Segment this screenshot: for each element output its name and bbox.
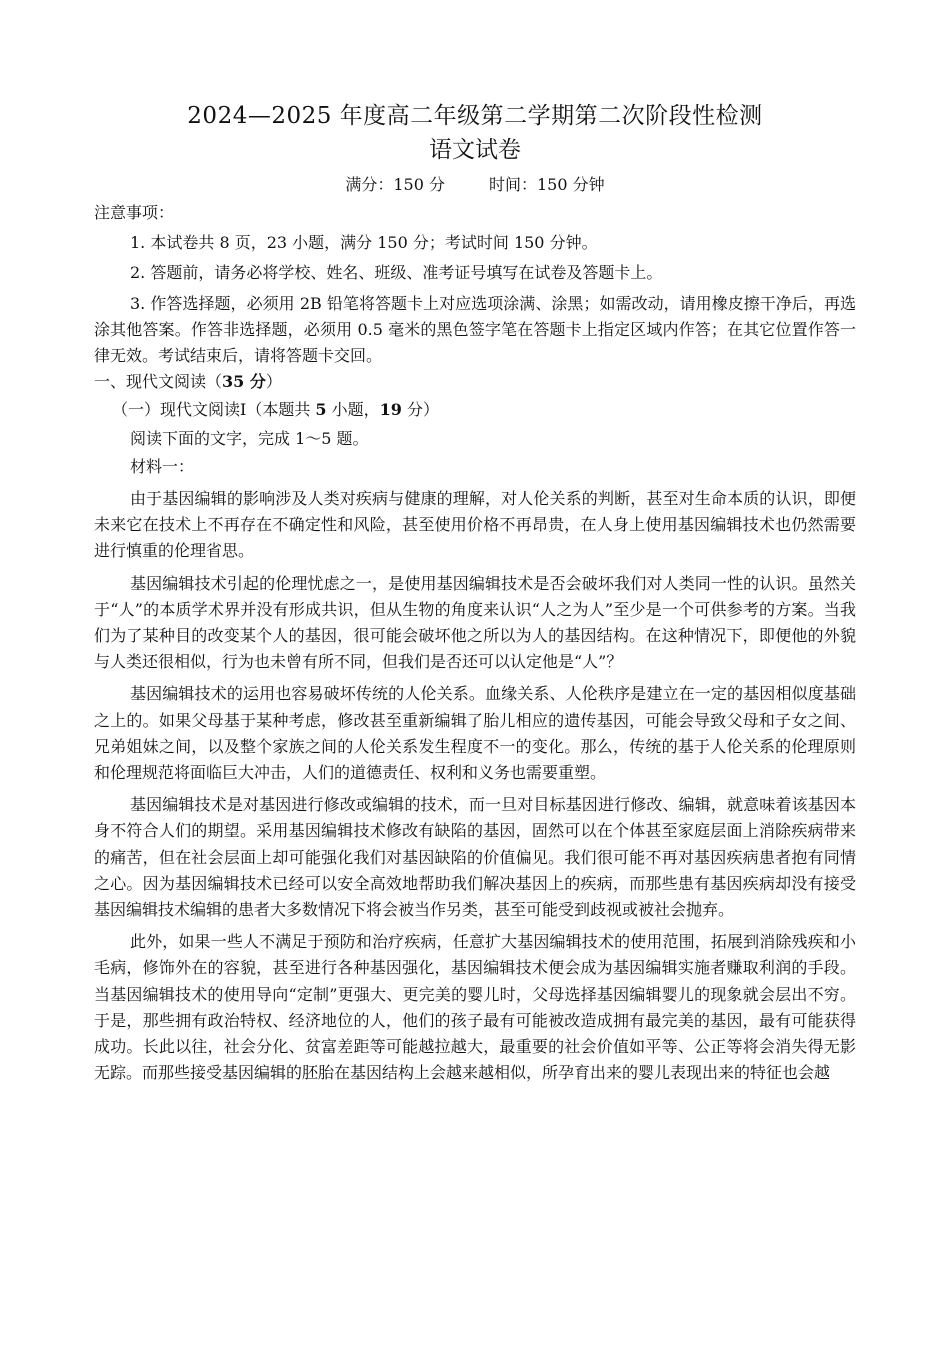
exam-time: 时间：150 分钟: [489, 175, 605, 194]
subsection-heading: [94, 397, 856, 423]
notice-item-2: 2. 答题前，请务必将学校、姓名、班级、准考证号填写在试卷及答题卡上。: [130, 263, 663, 283]
subsection-prefix: （一）现代文阅读Ⅰ（本题共: [112, 400, 316, 420]
notice-heading: 注意事项：: [94, 203, 175, 222]
section-heading-points: 35 分: [222, 372, 266, 392]
subsection-points: 19: [379, 400, 402, 420]
full-score: 满分：150 分: [345, 175, 445, 194]
exam-meta: [94, 172, 856, 198]
subsection-suffix: 分）: [401, 400, 440, 420]
notice-item-1: 1. 本试卷共 8 页，23 小题，满分 150 分；考试时间 150 分钟。: [130, 233, 598, 253]
subsection-count: 5: [315, 400, 327, 420]
paragraph-5: 此外，如果一些人不满足于预防和治疗疾病，任意扩大基因编辑技术的使用范围，拓展到消除残疾和小毛病，修饰外在的容貌，甚至进行各种基因强化，基因编辑技术便会成为基因编辑实施者赚取利润的手段。当基因编辑技术的使用导向“定制”更强大、更完美的婴儿时，父母选择基因编辑婴儿的现象就会层出不穷。于是，那些拥有政治特权、经济地位的人，他们的孩子最有可能被改造成拥有最完美的基因，最有可能获得成功。长此以往，社会分化、贫富差距等可能越拉越大，最重要的社会价值如平等、公正等将会消失得无影无踪。而那些接受基因编辑的胚胎在基因结构上会越来越相似，所孕育出来的婴儿表现出来的特征也会越: [94, 932, 856, 1083]
paragraph-1: 由于基因编辑的影响涉及人类对疾病与健康的理解，对人伦关系的判断，甚至对生命本质的认识，即便未来它在技术上不再存在不确定性和风险，甚至使用价格不再昂贵，在人身上使用基因编辑技术也仍然需要进行慎重的伦理省思。: [94, 489, 856, 561]
paragraph-3: 基因编辑技术的运用也容易破坏传统的人伦关系。血缘关系、人伦秩序是建立在一定的基因相似度基础之上的。如果父母基于某种考虑，修改甚至重新编辑了胎儿相应的遗传基因，可能会导致父母和子女之间、兄弟姐妹之间，以及整个家族之间的人伦关系发生程度不一的变化。那么，传统的基于人伦关系的伦理原则和伦理规范将面临巨大冲击，人们的道德责任、权利和义务也需要重塑。: [94, 684, 856, 783]
section-heading: [94, 369, 856, 395]
section-heading-prefix: 一、现代文阅读（: [94, 372, 223, 392]
material-label: 材料一：: [130, 456, 195, 476]
exam-subtitle: 语文试卷: [429, 137, 521, 163]
paragraph-4: 基因编辑技术是对基因进行修改或编辑的技术，而一旦对目标基因进行修改、编辑，就意味着该基因本身不符合人们的期望。采用基因编辑技术修改有缺陷的基因，固然可以在个体甚至家庭层面上消除疾病带来的痛苦，但在社会层面上却可能强化我们对基因缺陷的价值偏见。我们很可能不再对基因疾病患者抱有同情之心。因为基因编辑技术已经可以安全高效地帮助我们解决基因上的疾病，而那些患有基因疾病却没有接受基因编辑技术编辑的患者大多数情况下将会被当作另类，甚至可能受到歧视或被社会抛弃。: [94, 795, 856, 920]
reading-instruction: 阅读下面的文字，完成 1～5 题。: [130, 428, 369, 448]
subsection-middle: 小题，: [326, 400, 380, 420]
exam-title: 2024—2025 年度高二年级第二学期第二次阶段性检测: [187, 103, 763, 129]
paragraph-2: 基因编辑技术引起的伦理忧虑之一，是使用基因编辑技术是否会破坏我们对人类同一性的认识。虽然关于“人”的本质学术界并没有形成共识，但从生物的角度来认识“人之为人”至少是一个可供参考的方案。当我们为了某种目的改变某个人的基因，很可能会破坏他之所以为人的基因结构。在这种情况下，即便他的外貌与人类还很相似，行为也未曾有所不同，但我们是否还可以认定他是“人”？: [94, 573, 856, 672]
section-heading-suffix: ）: [265, 372, 282, 392]
exam-page: [94, 100, 856, 1087]
notice-item-3: 3. 作答选择题，必须用 2B 铅笔将答题卡上对应选项涂满、涂黑；如需改动，请用橡皮擦干净后，再选涂其他答案。作答非选择题，必须用 0.5 毫米的黑色签字笔在答题卡上指定区域内作答；在其它位置作答一律无效。考试结束后，请将答题卡交回。: [94, 293, 856, 366]
